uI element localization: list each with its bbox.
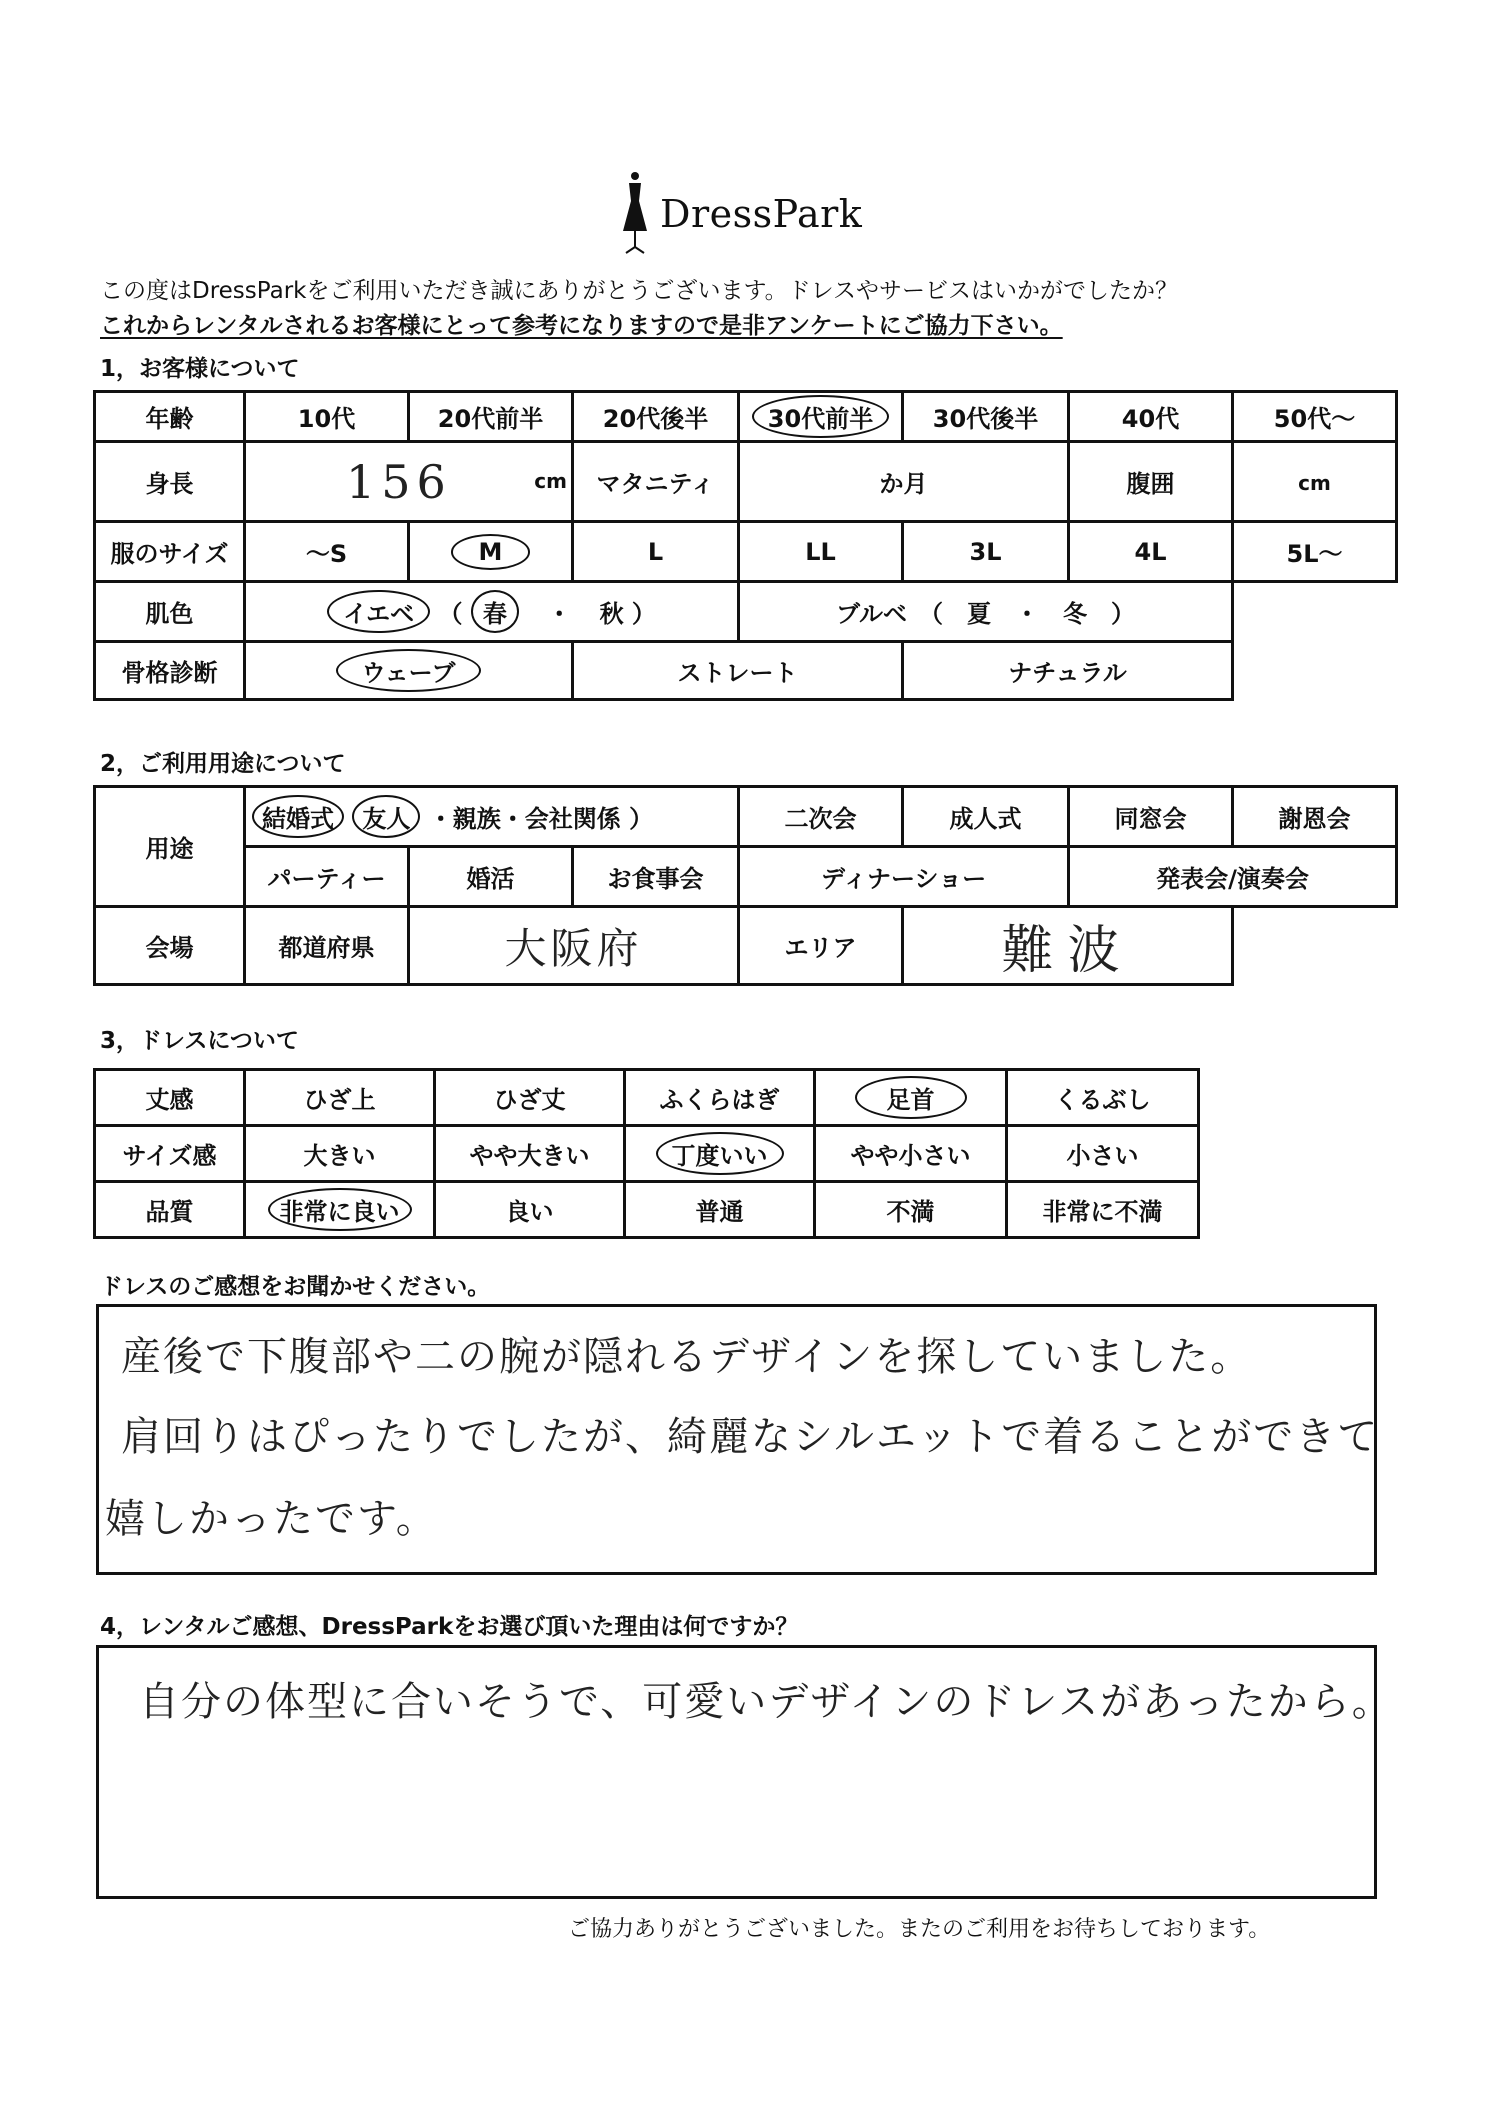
usage-row-2 bbox=[95, 847, 1397, 907]
fit-row bbox=[95, 1126, 1199, 1182]
age-option[interactable]: 50代～ bbox=[1233, 392, 1397, 442]
height-field[interactable] bbox=[245, 442, 573, 522]
empty-cell bbox=[1233, 642, 1397, 700]
quality-option[interactable]: 普通 bbox=[625, 1182, 815, 1238]
fit-selected-circle: 丁度いい bbox=[656, 1132, 784, 1175]
waist-unit: cm bbox=[1298, 470, 1331, 495]
area-label: エリア bbox=[739, 907, 903, 985]
purpose-option[interactable]: 謝恩会 bbox=[1233, 787, 1397, 847]
maternity-label: マタニティ bbox=[573, 442, 739, 522]
height-unit: cm bbox=[534, 469, 567, 493]
frame-selected-circle: ウェーブ bbox=[336, 649, 482, 692]
reason-answer: 自分の体型に合いそうで、可愛いデザインのドレスがあったから。 bbox=[139, 1679, 1394, 1725]
quality-option[interactable]: 非常に不満 bbox=[1007, 1182, 1199, 1238]
size-selected-circle: M bbox=[451, 534, 531, 570]
quality-option[interactable]: 良い bbox=[435, 1182, 625, 1238]
size-option[interactable]: LL bbox=[739, 522, 903, 582]
size-option[interactable]: 3L bbox=[903, 522, 1069, 582]
height-row bbox=[95, 442, 1397, 522]
purpose-option[interactable]: 二次会 bbox=[739, 787, 903, 847]
size-option[interactable]: ～S bbox=[245, 522, 409, 582]
impression-line-2: 肩回りはぴったりでしたが、綺麗なシルエットで着ることができて bbox=[121, 1414, 1380, 1460]
relatives-option: ・親族・会社関係 ） bbox=[428, 805, 654, 833]
skin-dot: ・ bbox=[547, 600, 572, 628]
area-value: 難波 bbox=[1001, 921, 1134, 981]
age-option[interactable]: 10代 bbox=[245, 392, 409, 442]
blue-base-field[interactable]: ブルベ （ 夏 ・ 冬 ） bbox=[739, 582, 1233, 642]
fit-option[interactable]: やや小さい bbox=[815, 1126, 1007, 1182]
age-option[interactable]: 40代 bbox=[1069, 392, 1233, 442]
length-option-selected[interactable] bbox=[815, 1070, 1007, 1126]
quality-selected-circle: 非常に良い bbox=[268, 1188, 412, 1231]
dress-mannequin-icon bbox=[620, 171, 650, 257]
size-option[interactable]: 4L bbox=[1069, 522, 1233, 582]
section3-title: 3，ドレスについて bbox=[100, 1028, 299, 1054]
skin-label: 肌色 bbox=[95, 582, 245, 642]
section4-title: 4，レンタルご感想、DressParkをお選び頂いた理由は何ですか？ bbox=[100, 1614, 799, 1640]
yellow-base-circle: イエベ bbox=[327, 590, 430, 633]
prefecture-value: 大阪府 bbox=[504, 923, 643, 973]
frame-label: 骨格診断 bbox=[95, 642, 245, 700]
waist-label: 腹囲 bbox=[1069, 442, 1233, 522]
skin-row bbox=[95, 582, 1397, 642]
purpose-option[interactable]: ディナーショー bbox=[739, 847, 1069, 907]
frame-option[interactable]: ナチュラル bbox=[903, 642, 1233, 700]
month-unit: か月 bbox=[879, 470, 928, 498]
purpose-option[interactable]: 成人式 bbox=[903, 787, 1069, 847]
waist-field[interactable] bbox=[1233, 442, 1397, 522]
age-option[interactable]: 20代後半 bbox=[573, 392, 739, 442]
fit-label: サイズ感 bbox=[95, 1126, 245, 1182]
size-option[interactable]: 5L～ bbox=[1233, 522, 1397, 582]
frame-option[interactable]: ストレート bbox=[573, 642, 903, 700]
usage-row-1 bbox=[95, 787, 1397, 847]
frame-row bbox=[95, 642, 1397, 700]
brand-name: DressPark bbox=[660, 192, 863, 236]
purpose-label: 用途 bbox=[95, 787, 245, 907]
impression-prompt: ドレスのご感想をお聞かせください。 bbox=[100, 1274, 491, 1300]
quality-option[interactable]: 不満 bbox=[815, 1182, 1007, 1238]
length-option[interactable]: ひざ丈 bbox=[435, 1070, 625, 1126]
length-row bbox=[95, 1070, 1199, 1126]
prefecture-field[interactable] bbox=[409, 907, 739, 985]
size-option-selected[interactable] bbox=[409, 522, 573, 582]
section1-title: 1，お客様について bbox=[100, 356, 300, 382]
paren-close: ） bbox=[631, 600, 656, 628]
quality-option-selected[interactable] bbox=[245, 1182, 435, 1238]
dresspark-logo bbox=[620, 168, 862, 260]
impression-line-3: 嬉しかったです。 bbox=[105, 1496, 438, 1542]
usage-table bbox=[93, 785, 1398, 986]
length-label: 丈感 bbox=[95, 1070, 245, 1126]
dress-table bbox=[93, 1068, 1200, 1239]
impression-answer-box[interactable] bbox=[96, 1304, 1380, 1575]
maternity-months-field[interactable] bbox=[739, 442, 1069, 522]
length-selected-circle: 足首 bbox=[855, 1076, 967, 1119]
length-option[interactable]: ひざ上 bbox=[245, 1070, 435, 1126]
reason-answer-box[interactable] bbox=[96, 1645, 1394, 1899]
height-value: 156 bbox=[346, 454, 452, 509]
quality-label: 品質 bbox=[95, 1182, 245, 1238]
age-row bbox=[95, 392, 1397, 442]
venue-row bbox=[95, 907, 1397, 985]
size-row bbox=[95, 522, 1397, 582]
empty-cell bbox=[1233, 907, 1397, 985]
size-option[interactable]: L bbox=[573, 522, 739, 582]
purpose-option[interactable]: お食事会 bbox=[573, 847, 739, 907]
frame-option-selected[interactable] bbox=[245, 642, 573, 700]
purpose-option[interactable]: 同窓会 bbox=[1069, 787, 1233, 847]
spring-circle: 春 bbox=[471, 590, 519, 633]
size-label: 服のサイズ bbox=[95, 522, 245, 582]
autumn-option: 秋 bbox=[599, 600, 624, 628]
length-option[interactable]: ふくらはぎ bbox=[625, 1070, 815, 1126]
purpose-option[interactable]: 婚活 bbox=[409, 847, 573, 907]
age-label: 年齢 bbox=[95, 392, 245, 442]
age-option[interactable]: 20代前半 bbox=[409, 392, 573, 442]
intro-line-2: これからレンタルされるお客様にとって参考になりますので是非アンケートにご協力下さい。 bbox=[100, 313, 1063, 339]
friend-circle: 友人 bbox=[352, 795, 420, 838]
quality-row bbox=[95, 1182, 1199, 1238]
fit-option[interactable]: やや大きい bbox=[435, 1126, 625, 1182]
age-option[interactable]: 30代後半 bbox=[903, 392, 1069, 442]
venue-label: 会場 bbox=[95, 907, 245, 985]
age-option-selected[interactable] bbox=[739, 392, 903, 442]
prefecture-label: 都道府県 bbox=[245, 907, 409, 985]
wedding-circle: 結婚式 bbox=[252, 795, 344, 838]
section2-title: 2，ご利用用途について bbox=[100, 751, 346, 777]
impression-line-1: 産後で下腹部や二の腕が隠れるデザインを探していました。 bbox=[121, 1334, 1253, 1380]
purpose-option[interactable]: パーティー bbox=[245, 847, 409, 907]
fit-option-selected[interactable] bbox=[625, 1126, 815, 1182]
paren-open: （ bbox=[438, 600, 463, 628]
footer-thanks: ご協力ありがとうございました。またのご利用をお待ちしております。 bbox=[568, 1917, 1271, 1942]
area-field[interactable] bbox=[903, 907, 1233, 985]
yellow-base-field[interactable] bbox=[245, 582, 739, 642]
age-selected-circle: 30代前半 bbox=[752, 395, 889, 438]
empty-cell bbox=[1233, 582, 1397, 642]
intro-line-1: この度はDressParkをご利用いただき誠にありがとうございます。ドレスやサービスはいかがでしたか？ bbox=[100, 278, 1178, 304]
customer-info-table bbox=[93, 390, 1398, 701]
fit-option[interactable]: 大きい bbox=[245, 1126, 435, 1182]
wedding-field[interactable] bbox=[245, 787, 739, 847]
height-label: 身長 bbox=[95, 442, 245, 522]
purpose-option[interactable]: 発表会/演奏会 bbox=[1069, 847, 1397, 907]
length-option[interactable]: くるぶし bbox=[1007, 1070, 1199, 1126]
fit-option[interactable]: 小さい bbox=[1007, 1126, 1199, 1182]
